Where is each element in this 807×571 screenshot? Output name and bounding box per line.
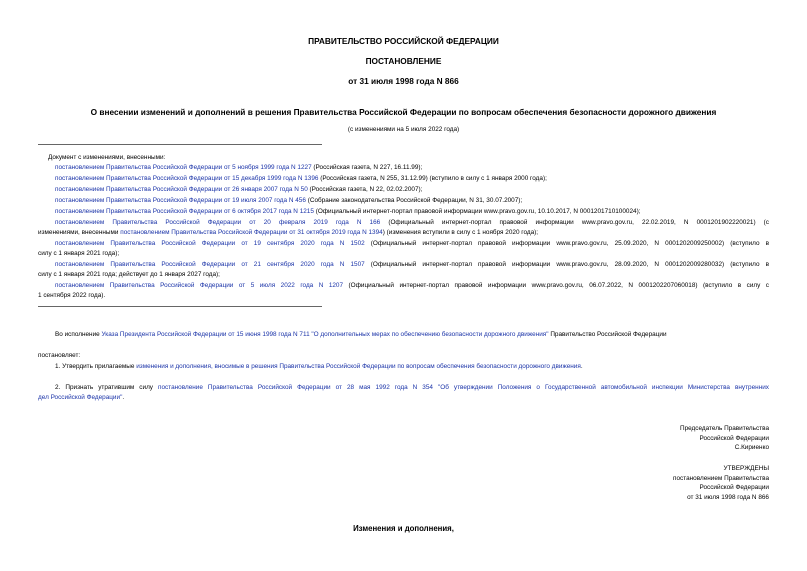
list-item (55, 282, 769, 290)
amendment-details: (Собрание законодательства Российской Федерации, N 31, 30.07.2007); (305, 197, 523, 204)
amendment-link[interactable]: постановлением Правительства Российской Федерации от 31 октября 2019 года N 1394 (120, 229, 383, 236)
paragraph-2-continuation (38, 394, 124, 402)
document-title: О внесении изменений и дополнений в решения Правительства Российской Федерации по вопросам обеспечения безопасности дорожного движения (90, 107, 717, 117)
approval-status: УТВЕРЖДЕНЫ (723, 465, 769, 472)
revision-note: (с изменениями на 5 июля 2022 года) (347, 126, 460, 133)
amendment-link[interactable]: постановлением Правительства Российской Федерации от 19 июля 2007 года N 456 (55, 197, 306, 204)
document-type: ПОСТАНОВЛЕНИЕ (365, 56, 442, 66)
amendment-link[interactable]: постановлением Правительства Российской Федерации от 5 июля 2022 года N 1207 (55, 282, 344, 289)
approval-block (673, 464, 769, 502)
amendment-details: (Российская газета, N 255, 31.12.99) (вступило в силу с 1 января 2000 года); (318, 175, 547, 182)
repealed-resolution-link[interactable]: дел Российской Федерации" (38, 394, 123, 401)
amendment-details: (Официальный интернет-портал правовой информации www.pravo.gov.ru, 22.02.2019, N 0001201902220021) (с (380, 219, 769, 226)
changes-link[interactable]: изменения и дополнения, вносимые в решения Правительства Российской Федерации по вопросам обеспечения безопасности дорожного движения (136, 363, 581, 370)
preamble-text: Правительство Российской Федерации (548, 331, 667, 338)
resolves-text: постановляет: (38, 352, 81, 359)
amendment-details: (Официальный интернет-портал правовой информации www.pravo.gov.ru, 10.10.2017, N 0001201710100024); (313, 208, 641, 215)
paragraph-text: 1. Утвердить прилагаемые (55, 363, 137, 370)
amendment-details: (Российская газета, N 22, 02.02.2007); (307, 186, 423, 193)
amendment-details: (Официальный интернет-портал правовой информации www.pravo.gov.ru, 06.07.2022, N 0001202207060018) (вступило в силу с (343, 282, 769, 289)
list-item-continuation: силу с 1 января 2021 года); (38, 250, 120, 257)
list-item (55, 219, 769, 227)
amendments-intro: Документ с изменениями, внесенными: (48, 154, 166, 161)
paragraph-1 (55, 363, 583, 371)
decree-link[interactable]: Указа Президента Российской Федерации от 15 июня 1998 года N 711 "О дополнительных мерах по обеспечению безопасности дорожного движения" (101, 331, 549, 338)
amendment-link[interactable]: постановлением Правительства Российской Федерации от 20 февраля 2019 года N 166 (55, 219, 381, 226)
amendment-details: (Официальный интернет-портал правовой информации www.pravo.gov.ru, 28.09.2020, N 0001202009280032) (вступило в (364, 261, 769, 268)
paragraph-text: . (580, 363, 583, 370)
list-item (55, 175, 547, 183)
list-item (55, 197, 522, 205)
signature-position: Председатель Правительства (680, 425, 769, 432)
government-heading: ПРАВИТЕЛЬСТВО РОССИЙСКОЙ ФЕДЕРАЦИИ (308, 36, 499, 46)
top-divider (38, 144, 322, 145)
bottom-divider (38, 306, 322, 307)
amendment-link[interactable]: постановлением Правительства Российской Федерации от 26 января 2007 года N 50 (55, 186, 308, 193)
amendment-link[interactable]: постановлением Правительства Российской Федерации от 15 декабря 1999 года N 1396 (55, 175, 319, 182)
approval-resolution: постановлением Правительства (673, 474, 769, 482)
list-item (55, 240, 769, 248)
list-item-continuation: 1 сентября 2022 года). (38, 292, 106, 299)
list-item (55, 208, 641, 216)
amendment-details: (Российская газета, N 227, 16.11.99); (311, 164, 423, 171)
list-item (55, 164, 422, 172)
preamble-text: Во исполнение (55, 331, 102, 338)
list-item (55, 186, 422, 194)
amendment-details: ) (изменения вступили в силу с 1 ноября 2020 года); (382, 229, 539, 236)
repealed-resolution-link[interactable]: постановление Правительства Российской Федерации от 28 мая 1992 года N 354 "Об утверждении Положения о Государственной автомобильной инспекции Министерства внутренних (158, 384, 769, 391)
paragraph-text: . (122, 394, 125, 401)
paragraph-text: 2. Признать утратившим силу (55, 384, 159, 391)
approval-date: от 31 июля 1998 года N 866 (687, 493, 769, 501)
paragraph-2 (55, 384, 769, 392)
document-date-number: от 31 июля 1998 года N 866 (348, 76, 459, 86)
amendment-details: изменениями, внесенными (38, 229, 121, 236)
list-item-continuation (38, 229, 538, 237)
changes-heading: Изменения и дополнения, (353, 524, 454, 533)
amendment-link[interactable]: постановлением Правительства Российской Федерации от 21 сентября 2020 года N 1507 (55, 261, 365, 268)
preamble-paragraph (55, 331, 667, 339)
amendment-link[interactable]: постановлением Правительства Российской Федерации от 5 ноября 1999 года N 1227 (55, 164, 312, 171)
approval-organization: Российской Федерации (699, 484, 769, 492)
list-item (55, 261, 769, 269)
signature-organization: Российской Федерации (699, 434, 769, 442)
signature-name: С.Кириенко (734, 444, 769, 452)
amendment-link[interactable]: постановлением Правительства Российской Федерации от 19 сентября 2020 года N 1502 (55, 240, 365, 247)
signature-block (680, 424, 769, 453)
amendment-link[interactable]: постановлением Правительства Российской Федерации от 6 октября 2017 года N 1215 (55, 208, 314, 215)
list-item-continuation: силу с 1 января 2021 года; действует до 1 января 2027 года); (38, 271, 220, 278)
amendment-details: (Официальный интернет-портал правовой информации www.pravo.gov.ru, 25.09.2020, N 0001202009250002) (вступило в (364, 240, 769, 247)
